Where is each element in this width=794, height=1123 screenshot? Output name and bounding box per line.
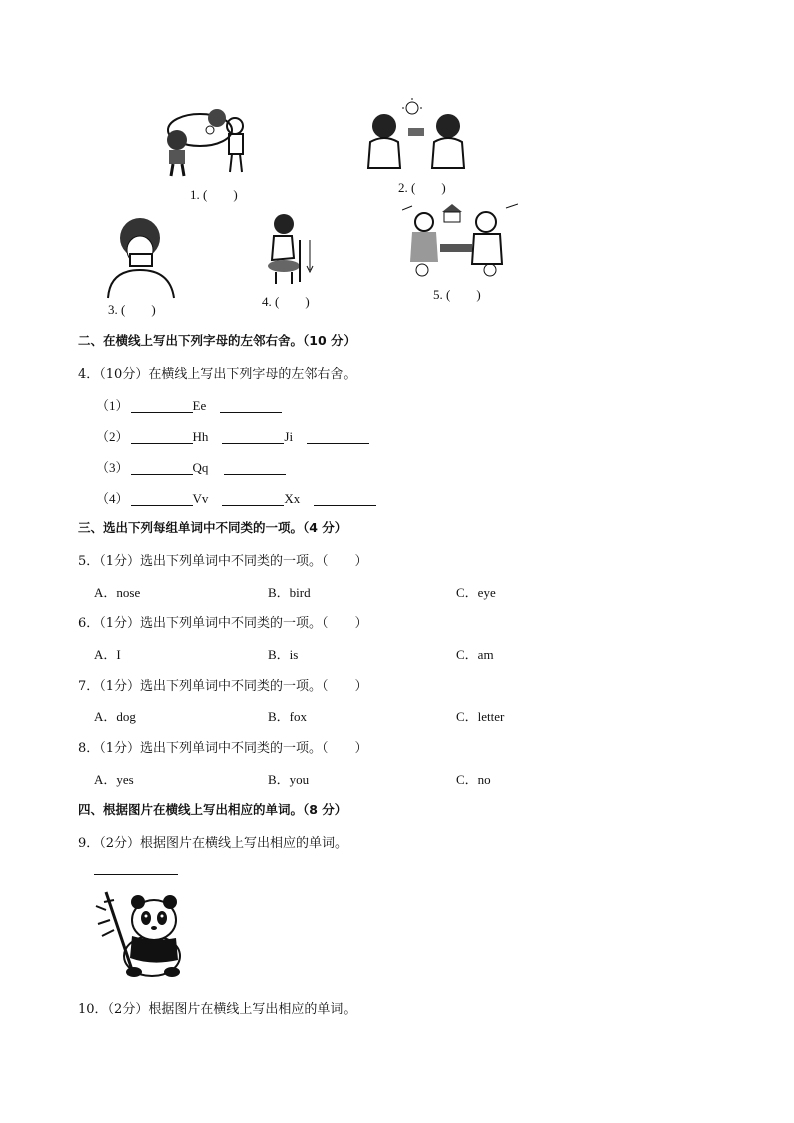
question-4-stem: 4．（10分）在横线上写出下列字母的左邻右舍。 [78,367,357,382]
option-c[interactable]: C．letter [456,709,505,724]
figure-caption-5: 5. ( ) [433,287,481,302]
option-a[interactable]: A．I [94,647,121,662]
answer-blank[interactable] [307,429,369,444]
question-8-stem: 8．（1分）选出下列单词中不同类的一项。（ ） [78,741,368,756]
row-number: （2） [96,429,129,444]
girl-sitting-chair-icon [262,210,322,286]
figure-caption-4: 4. ( ) [262,294,310,309]
option-a[interactable]: A．yes [94,772,134,787]
question-5-stem: 5．（1分）选出下列单词中不同类的一项。（ ） [78,554,368,569]
given-letter: Ee [192,398,207,413]
option-c[interactable]: C．am [456,647,494,662]
answer-blank[interactable] [224,460,286,475]
question-7-stem: 7．（1分）选出下列单词中不同类的一项。（ ） [78,679,368,694]
answer-blank[interactable] [131,491,193,506]
option-c[interactable]: C．eye [456,585,496,600]
option-b[interactable]: B．fox [268,709,308,724]
figure-caption-3: 3. ( ) [108,302,156,317]
question-10-stem: 10．（2分）根据图片在横线上写出相应的单词。 [78,1002,357,1017]
answer-blank[interactable] [220,398,282,413]
two-children-sun-icon [362,98,472,174]
option-a[interactable]: A．dog [94,709,136,724]
figure-caption-1: 1. ( ) [190,187,238,202]
letter-row-1 [96,395,282,414]
row-number: （3） [96,460,129,475]
option-b[interactable]: B．bird [268,585,311,600]
question-6-stem: 6．（1分）选出下列单词中不同类的一项。（ ） [78,616,368,631]
letter-row-4 [96,488,376,507]
figure-caption-2: 2. ( ) [398,180,446,195]
answer-blank[interactable] [94,874,178,875]
option-b[interactable]: B．you [268,772,310,787]
answer-blank[interactable] [314,491,376,506]
answer-blank[interactable] [222,429,284,444]
letter-row-2 [96,426,369,445]
section-2-title: 二、在横线上写出下列字母的左邻右舍。（10 分） [78,333,356,348]
child-covering-mouth-icon [102,214,182,300]
row-number: （4） [96,491,129,506]
option-c[interactable]: C．no [456,772,491,787]
option-b[interactable]: B．is [268,647,299,662]
given-letter: Ji [284,429,294,444]
given-letter: Vv [192,491,209,506]
answer-blank[interactable] [131,398,193,413]
given-letter: Qq [192,460,209,475]
answer-blank[interactable] [131,429,193,444]
row-number: （1） [96,398,129,413]
section-3-title: 三、选出下列每组单词中不同类的一项。（4 分） [78,520,348,535]
option-a[interactable]: A．nose [94,585,141,600]
question-9-stem: 9．（2分）根据图片在横线上写出相应的单词。 [78,836,349,851]
letter-row-3 [96,457,286,476]
answer-blank[interactable] [222,491,284,506]
answer-blank[interactable] [131,460,193,475]
robot-and-child-icon [155,100,255,180]
animals-picnic-icon [402,200,518,278]
given-letter: Hh [192,429,209,444]
panda-bamboo-icon [92,890,184,980]
section-4-title: 四、根据图片在横线上写出相应的单词。（8 分） [78,802,348,817]
given-letter: Xx [284,491,301,506]
